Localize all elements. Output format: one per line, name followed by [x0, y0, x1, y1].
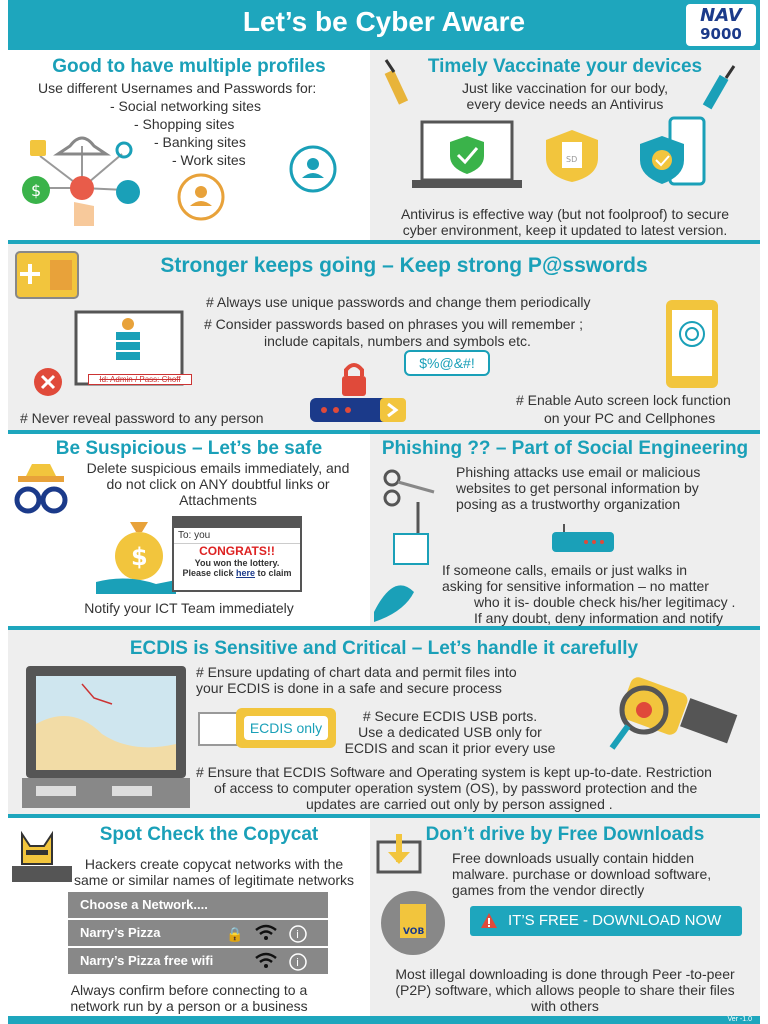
info-icon[interactable] — [288, 924, 308, 944]
bad-login-text: Id: Admin / Pass: Choff — [88, 374, 192, 385]
ecdis-tip2c: ECDIS and scan it prior every use — [344, 740, 556, 756]
phishing-line3: posing as a trustworthy organization — [456, 496, 681, 512]
footer-bar — [8, 1016, 760, 1024]
profiles-title: Good to have multiple profiles — [52, 56, 326, 77]
suspicious-panel — [8, 434, 370, 626]
email-won: You won the lottery. — [194, 558, 280, 568]
free-download-button[interactable] — [470, 906, 742, 936]
sd-card-shield-icon — [544, 128, 600, 184]
never-reveal-text: # Never reveal password to any person — [20, 410, 264, 426]
ecdis-tip1a: # Ensure updating of chart data and permit files into — [196, 664, 517, 680]
autolock-line2: on your PC and Cellphones — [544, 410, 716, 426]
copycat-foot1: Always confirm before connecting to a — [70, 982, 308, 998]
phishing-line2: websites to get personal information by — [456, 480, 699, 496]
ecdis-tip3a: # Ensure that ECDIS Software and Operating system is kept up-to-date. Restriction — [196, 764, 712, 780]
vaccinate-title: Timely Vaccinate your devices — [427, 56, 703, 77]
password-speech-bubble: $%@&#! — [404, 350, 490, 376]
download-icon — [376, 832, 422, 876]
copycat-line2: same or similar names of legitimate networks — [73, 872, 355, 888]
downloads-panel — [370, 818, 760, 1016]
suspicious-line1: Delete suspicious emails immediately, and — [86, 460, 350, 476]
email-congrats: CONGRATS!! — [199, 544, 275, 558]
version-label: Ver -1.0 — [727, 1016, 752, 1023]
network-list-header: Choose a Network.... — [68, 892, 328, 918]
copycat-title: Spot Check the Copycat — [99, 824, 319, 845]
profiles-intro: Use different Usernames and Passwords for: — [38, 80, 317, 96]
profiles-item-shopping: - Shopping sites — [134, 116, 235, 132]
phishing-panel — [370, 434, 760, 626]
phishing-p3: who it is- double check his/her legitimacy . — [474, 594, 736, 610]
svg-text:$: $ — [131, 543, 148, 571]
spy-icon — [12, 460, 70, 520]
lock-icon: 🔒 — [226, 926, 244, 942]
copycat-panel — [8, 818, 370, 1016]
phishing-p2: asking for sensitive information – no matter — [442, 578, 709, 594]
vaccinate-line2: every device needs an Antivirus — [466, 96, 664, 112]
email-titlebar — [174, 518, 300, 528]
ecdis-tip3b: of access to computer operation system (OS), by password protection and the — [214, 780, 698, 796]
ecdis-panel — [8, 630, 760, 814]
padlock-icon — [334, 358, 374, 398]
scam-email-window — [172, 516, 302, 592]
downloads-line2: malware. purchase or download software, — [452, 866, 712, 882]
ecdis-usb-stick — [236, 708, 336, 748]
email-click-line: Please click here to claim — [182, 568, 292, 578]
free-download-button-label: IT’S FREE - DOWNLOAD NOW — [508, 912, 722, 929]
vaccinate-footer1: Antivirus is effective way (but not foolproof) to secure — [400, 206, 730, 222]
wifi-icon — [254, 952, 278, 970]
suspicious-title: Be Suspicious – Let’s be safe — [55, 438, 323, 459]
vaccinate-panel — [370, 50, 760, 240]
svg-text:VOB: VOB — [403, 927, 425, 937]
phishing-p4: If any doubt, deny information and notify — [474, 610, 724, 626]
header-bar — [8, 0, 760, 50]
vaccinate-line1: Just like vaccination for our body, — [462, 80, 668, 96]
profiles-item-social: - Social networking sites — [110, 98, 261, 114]
vaccinate-footer2: cyber environment, keep it updated to latest version. — [402, 222, 728, 238]
laptop-shield-icon — [412, 120, 522, 192]
copycat-line1: Hackers create copycat networks with the — [84, 856, 344, 872]
vob-file-icon — [378, 888, 448, 958]
user-profile-icon-teal — [288, 144, 338, 194]
ecdis-console-icon — [22, 664, 194, 810]
usb-malware-scan-icon — [604, 674, 744, 764]
suspicious-line3: Attachments — [179, 492, 257, 508]
syringe-icon-right — [698, 60, 744, 120]
profiles-item-work: - Work sites — [172, 152, 246, 168]
password-tip2b: include capitals, numbers and symbols etc. — [264, 333, 531, 349]
ecdis-tip1b: your ECDIS is done in a safe and secure process — [196, 680, 502, 696]
phishing-line1: Phishing attacks use email or malicious — [456, 464, 701, 480]
phishing-p1: If someone calls, emails or just walks in — [442, 562, 688, 578]
usb-connector — [198, 712, 238, 746]
svg-text:SD: SD — [566, 155, 578, 164]
warning-icon — [480, 912, 498, 930]
downloads-line3: games from the vendor directly — [452, 882, 645, 898]
safe-keypad-icon — [14, 250, 80, 302]
svg-text:$: $ — [31, 181, 42, 200]
ecdis-tip3c: updates are carried out only by person assigned . — [306, 796, 613, 812]
password-tip2a: # Consider passwords based on phrases you will remember ; — [204, 316, 583, 332]
downloads-foot3: with others — [531, 998, 599, 1014]
svg-text:i: i — [296, 956, 300, 969]
syringe-icon — [376, 54, 416, 114]
email-to: To: you — [174, 528, 300, 544]
nav9000-logo: NAV 9000 — [686, 4, 756, 46]
downloads-foot2: (P2P) software, which allows people to share their files — [395, 982, 735, 998]
ecdis-usb-label: ECDIS only — [244, 716, 328, 740]
password-tip1: # Always use unique passwords and change them periodically — [206, 294, 591, 310]
user-profile-icon-orange — [176, 172, 226, 222]
svg-text:i: i — [296, 928, 300, 941]
profile-network-icon — [12, 126, 152, 236]
network-name: Narry’s Pizza free wifi — [80, 953, 214, 968]
copycat-foot2: network run by a person or a business — [70, 998, 308, 1014]
phishing-title: Phishing ?? – Part of Social Engineering — [381, 438, 749, 459]
ecdis-tip2b: Use a dedicated USB only for — [358, 724, 542, 740]
ecdis-tip2a: # Secure ECDIS USB ports. — [362, 708, 538, 724]
ecdis-title: ECDIS is Sensitive and Critical – Let’s handle it carefully — [129, 638, 639, 659]
suspicious-line2: do not click on ANY doubtful links or — [106, 476, 330, 492]
downloads-foot1: Most illegal downloading is done through Peer -to-peer — [395, 966, 735, 982]
notify-ict-text: Notify your ICT Team immediately — [84, 600, 294, 616]
downloads-title: Don’t drive by Free Downloads — [425, 824, 705, 845]
downloads-line1: Free downloads usually contain hidden — [452, 850, 695, 866]
error-x-icon — [32, 366, 64, 398]
passwords-title: Stronger keeps going – Keep strong P@sswords — [160, 254, 648, 277]
page-title: Let’s be Cyber Aware — [242, 6, 526, 37]
passwords-panel — [8, 244, 760, 430]
scam-link[interactable]: here — [236, 568, 256, 578]
profiles-item-banking: - Banking sites — [154, 134, 246, 150]
router-hook-icon — [550, 524, 616, 556]
phone-shield-icon — [634, 114, 714, 190]
wifi-icon — [254, 924, 278, 942]
password-field-icon — [308, 396, 408, 426]
phone-fingerprint-icon — [662, 298, 722, 390]
network-name: Narry’s Pizza — [80, 925, 161, 940]
profiles-panel — [8, 50, 370, 240]
autolock-line1: # Enable Auto screen lock function — [516, 392, 731, 408]
fish-hook-icon — [374, 462, 454, 626]
info-icon[interactable] — [288, 952, 308, 972]
